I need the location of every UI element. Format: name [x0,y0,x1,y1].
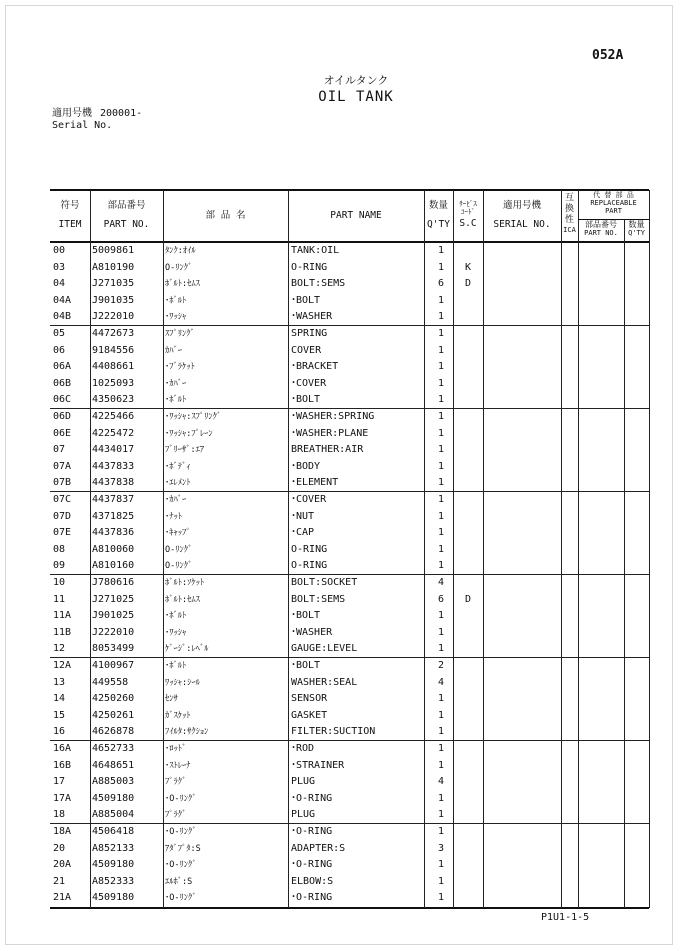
part-name-cell: ･COVER [291,377,327,389]
part-name-cell: ･ELEMENT [291,477,339,489]
part-name-cell: ･BOLT [291,610,321,622]
item-cell: 04A [53,294,72,306]
qty-cell: 2 [437,660,445,671]
part-name-cell: O-RING [291,261,328,273]
item-cell: 13 [53,676,66,688]
service-code-cell: D [464,593,472,605]
item-cell: 07B [53,477,72,489]
part-no-cell: 4652733 [92,743,135,754]
qty-cell: 4 [437,577,445,588]
part-name-cell: ･O-RING [291,859,333,871]
part-name-jp-cell: ･O-ﾘﾝｸﾞ [165,793,197,804]
part-name-cell: ･NUT [291,510,315,522]
qty-cell: 1 [437,543,445,555]
title-japanese: オイルタンク [323,74,389,87]
header-item: 符号 ITEM [58,200,82,230]
part-name-cell: O-RING [291,560,328,572]
part-name-cell: PLUG [291,776,316,788]
qty-cell: 1 [437,743,445,754]
part-name-jp-cell: ･O-ﾘﾝｸﾞ [165,893,197,904]
qty-cell: 1 [437,726,445,738]
part-name-jp-cell: ･ﾜｯｼｬ [165,312,187,323]
item-cell: 05 [53,328,66,339]
column-divider [288,190,289,908]
part-name-cell: ･O-RING [291,792,333,804]
part-no-cell: A810060 [92,543,135,555]
qty-cell: 1 [437,361,445,373]
part-no-cell: 4437837 [92,494,135,505]
qty-cell: 1 [437,444,445,456]
item-cell: 10 [53,577,66,588]
item-cell: 07 [53,444,66,456]
header-service-code: ｻｰﾋﾞｽ ｺｰﾄﾞ S.C [459,200,477,229]
page-title: OIL TANK [318,89,394,105]
qty-cell: 1 [437,510,445,522]
part-no-cell: 4434017 [92,444,135,456]
column-divider [624,220,625,908]
item-cell: 12 [53,643,66,655]
item-cell: 18 [53,809,66,821]
part-name-jp-cell: ･ﾜｯｼｬ:ｽﾌﾟﾘﾝｸﾞ [165,412,222,422]
item-cell: 07D [53,510,72,522]
part-name-jp-cell: ･ﾛｯﾄﾞ [165,744,187,754]
part-name-cell: GASKET [291,709,328,721]
qty-cell: 1 [437,560,445,572]
part-name-jp-cell: ･O-ﾘﾝｸﾞ [165,827,197,837]
qty-cell: 1 [437,344,445,356]
qty-cell: 1 [437,809,445,821]
part-no-cell: 4225472 [92,427,135,439]
qty-cell: 1 [437,643,445,655]
column-divider [561,190,562,908]
serial-label-jp: 適用号機 [52,108,92,119]
part-name-cell: ･COVER [291,494,327,505]
header-replaceable-qty: 数量 Q'TY [628,220,645,237]
part-no-cell: 4250260 [92,693,135,705]
part-name-jp-cell: ｶﾊﾞｰ [165,345,183,356]
item-cell: 00 [53,245,66,256]
part-name-jp-cell: ･ﾎﾞﾙﾄ [165,661,187,671]
part-name-cell: BOLT:SEMS [291,278,346,290]
part-no-cell: 4408661 [92,361,135,373]
item-cell: 06E [53,427,72,439]
part-name-cell: WASHER:SEAL [291,676,358,688]
service-code-cell: K [464,261,472,273]
part-name-cell: ･BOLT [291,394,321,406]
item-cell: 14 [53,693,66,705]
item-cell: 21 [53,875,66,887]
column-divider [90,190,91,908]
item-cell: 06B [53,377,72,389]
part-name-cell: COVER [291,344,322,356]
part-name-jp-cell: ﾎﾞﾙﾄ:ｾﾑｽ [165,594,200,605]
group-separator [50,491,649,492]
part-name-jp-cell: O-ﾘﾝｸﾞ [165,544,193,555]
part-name-cell: ･BRACKET [291,361,339,373]
header-replaceable-part: 代 替 部 品 REPLACEABLE PART [590,191,637,215]
item-cell: 16 [53,726,66,738]
part-name-jp-cell: O-ﾘﾝｸﾞ [165,262,193,273]
part-name-cell: ･BOLT [291,660,321,671]
part-name-jp-cell: O-ﾘﾝｸﾞ [165,561,193,572]
part-name-jp-cell: ﾌﾞﾘｰｻﾞ:ｴｱ [165,445,205,456]
part-no-cell: 4437836 [92,527,135,539]
part-name-jp-cell: ｽﾌﾟﾘﾝｸﾞ [165,329,195,339]
part-no-cell: J271035 [92,278,135,290]
item-cell: 07A [53,460,72,472]
table-top-rule [50,189,649,191]
part-name-cell: GAUGE:LEVEL [291,643,358,655]
part-no-cell: 4437833 [92,460,135,472]
part-name-cell: ･ROD [291,743,315,754]
part-no-cell: 4250261 [92,709,135,721]
part-name-jp-cell: ･ｶﾊﾞｰ [165,378,187,389]
qty-cell: 1 [437,759,445,771]
part-name-cell: ･O-RING [291,892,333,904]
part-name-jp-cell: ･ﾜｯｼｬ [165,627,187,638]
item-cell: 03 [53,261,66,273]
table-bottom-rule [50,907,649,909]
part-name-jp-cell: ･ﾎﾞﾙﾄ [165,295,187,306]
part-name-jp-cell: ﾎﾞﾙﾄ:ｿｹｯﾄ [165,578,205,588]
footer-code: P1U1-1-5 [541,912,590,923]
qty-cell: 4 [437,776,445,788]
part-name-jp-cell: ｱﾀﾞﾌﾟﾀ:S [165,843,201,854]
item-cell: 12A [53,660,72,671]
part-name-cell: ･WASHER:PLANE [291,427,369,439]
part-name-jp-cell: ･ｴﾚﾒﾝﾄ [165,478,191,489]
item-cell: 21A [53,892,72,904]
part-no-cell: J780616 [92,577,135,588]
item-cell: 04 [53,278,66,290]
item-cell: 20 [53,842,66,854]
part-no-cell: 4648651 [92,759,135,771]
column-divider [578,190,579,908]
qty-cell: 1 [437,261,445,273]
part-no-cell: 4509180 [92,892,135,904]
qty-cell: 4 [437,676,445,688]
part-no-cell: J271025 [92,593,135,605]
item-cell: 09 [53,560,66,572]
qty-cell: 1 [437,377,445,389]
part-no-cell: A885003 [92,776,135,788]
part-no-cell: 4100967 [92,660,135,671]
part-name-cell: BREATHER:AIR [291,444,364,456]
part-no-cell: J901035 [92,294,135,306]
header-serial-no: 適用号機 SERIAL NO. [493,200,551,230]
part-no-cell: 4350623 [92,394,135,406]
qty-cell: 6 [437,278,445,290]
part-name-cell: BOLT:SOCKET [291,577,358,588]
part-name-jp-cell: ｹﾞｰｼﾞ:ﾚﾍﾞﾙ [165,644,209,655]
qty-cell: 1 [437,394,445,406]
header-part-no: 部品番号 PART NO. [103,200,150,230]
part-name-jp-cell: ﾜｯｼｬ:ｼｰﾙ [165,677,200,688]
part-name-jp-cell: ･O-ﾘﾝｸﾞ [165,860,197,871]
part-no-cell: 4509180 [92,859,135,871]
qty-cell: 1 [437,294,445,306]
qty-cell: 1 [437,709,445,721]
column-divider [163,190,164,908]
qty-cell: 1 [437,792,445,804]
part-name-jp-cell: ･ﾎﾞﾙﾄ [165,611,187,622]
item-cell: 20A [53,859,72,871]
part-name-jp-cell: ﾌｲﾙﾀ:ｻｸｼｮﾝ [165,727,209,738]
item-cell: 11B [53,626,72,638]
qty-cell: 1 [437,875,445,887]
qty-cell: 6 [437,593,445,605]
item-cell: 07C [53,494,72,505]
part-no-cell: J222010 [92,626,135,638]
part-name-jp-cell: ･ﾎﾞﾃﾞｨ [165,461,191,472]
part-name-jp-cell: ｶﾞｽｹｯﾄ [165,710,191,721]
qty-cell: 1 [437,693,445,705]
part-name-jp-cell: ﾀﾝｸ:ｵｲﾙ [165,246,196,256]
part-no-cell: 4626878 [92,726,135,738]
part-no-cell: 4371825 [92,510,135,522]
part-name-jp-cell: ｴﾙﾎﾞ:S [165,876,193,887]
part-name-jp-cell: ･ｷｬｯﾌﾟ [165,528,191,539]
column-divider [483,190,484,908]
header-replaceable-part-no: 部品番号 PART NO. [584,220,618,237]
qty-cell: 1 [437,427,445,439]
part-no-cell: 5009861 [92,245,135,256]
part-name-cell: ･O-RING [291,826,333,837]
part-name-cell: ･BODY [291,460,321,472]
part-name-jp-cell: ﾌﾟﾗｸﾞ [165,777,187,788]
header-bottom-rule [50,241,649,243]
item-cell: 17 [53,776,66,788]
part-name-jp-cell: ･ﾅｯﾄ [165,511,183,522]
serial-block [52,108,142,132]
header-name-jp: 部 品 名 [205,210,246,221]
page-code: 052A [592,48,624,63]
part-name-cell: ･WASHER:SPRING [291,411,375,422]
item-cell: 06 [53,344,66,356]
item-cell: 06A [53,361,72,373]
part-no-cell: 4506418 [92,826,135,837]
item-cell: 11A [53,610,72,622]
part-name-cell: ELBOW:S [291,875,334,887]
qty-cell: 1 [437,826,445,837]
group-separator [50,823,649,824]
qty-cell: 1 [437,328,445,339]
part-no-cell: 449558 [92,676,129,688]
part-name-jp-cell: ･ﾎﾞﾙﾄ [165,395,187,406]
qty-cell: 1 [437,477,445,489]
part-no-cell: A885004 [92,809,135,821]
serial-value: 200001- [100,108,143,119]
part-name-jp-cell: ｾﾝｻ [165,694,178,705]
part-name-cell: ADAPTER:S [291,842,346,854]
qty-cell: 1 [437,610,445,622]
part-name-jp-cell: ･ｽﾄﾚｰﾅ [165,760,191,771]
qty-cell: 1 [437,626,445,638]
group-separator [50,325,649,326]
part-name-jp-cell: ﾌﾟﾗｸﾞ [165,810,187,821]
column-divider [424,190,425,908]
part-no-cell: 4472673 [92,328,135,339]
item-cell: 06C [53,394,72,406]
part-name-cell: BOLT:SEMS [291,593,346,605]
part-name-cell: ･BOLT [291,294,321,306]
item-cell: 08 [53,543,66,555]
part-no-cell: 8053499 [92,643,135,655]
item-cell: 11 [53,593,66,605]
qty-cell: 1 [437,494,445,505]
part-no-cell: 1025093 [92,377,135,389]
item-cell: 07E [53,527,72,539]
qty-cell: 1 [437,311,445,323]
part-name-cell: ･STRAINER [291,759,345,771]
serial-label-en: Serial No. [52,120,113,131]
part-name-jp-cell: ･ﾜｯｼｬ:ﾌﾟﾚｰﾝ [165,428,213,439]
part-no-cell: 4225466 [92,411,135,422]
item-cell: 16B [53,759,72,771]
part-name-cell: SENSOR [291,693,328,705]
item-cell: 17A [53,792,72,804]
part-no-cell: A810160 [92,560,135,572]
qty-cell: 1 [437,245,445,256]
part-no-cell: 9184556 [92,344,135,356]
item-cell: 15 [53,709,66,721]
item-cell: 18A [53,826,72,837]
part-name-cell: ･WASHER [291,311,333,323]
part-name-cell: PLUG [291,809,316,821]
header-qty: 数量 Q'TY [427,200,450,230]
part-name-cell: O-RING [291,543,328,555]
part-no-cell: 4509180 [92,792,135,804]
qty-cell: 1 [437,892,445,904]
part-name-cell: ･CAP [291,527,315,539]
part-no-cell: J901025 [92,610,135,622]
part-name-cell: SPRING [291,328,328,339]
part-name-cell: FILTER:SUCTION [291,726,376,738]
service-code-cell: D [464,278,472,290]
part-name-jp-cell: ﾎﾞﾙﾄ:ｾﾑｽ [165,279,200,290]
qty-cell: 1 [437,460,445,472]
column-divider [453,190,454,908]
part-name-jp-cell: ･ﾌﾞﾗｹｯﾄ [165,362,195,373]
header-part-name: PART NAME [330,210,382,221]
item-cell: 16A [53,743,72,754]
header-interchangeability: 互 換 性 ICA [563,193,576,234]
item-cell: 04B [53,311,72,323]
part-name-cell: ･WASHER [291,626,333,638]
item-cell: 06D [53,411,72,422]
qty-cell: 1 [437,411,445,422]
qty-cell: 1 [437,527,445,539]
qty-cell: 1 [437,859,445,871]
part-no-cell: 4437838 [92,477,135,489]
part-no-cell: A852333 [92,875,135,887]
part-no-cell: J222010 [92,311,135,323]
part-name-jp-cell: ･ｶﾊﾞｰ [165,495,187,505]
part-no-cell: A810190 [92,261,135,273]
qty-cell: 3 [437,842,445,854]
column-divider [649,190,650,908]
part-no-cell: A852133 [92,842,135,854]
part-name-cell: TANK:OIL [291,245,340,256]
